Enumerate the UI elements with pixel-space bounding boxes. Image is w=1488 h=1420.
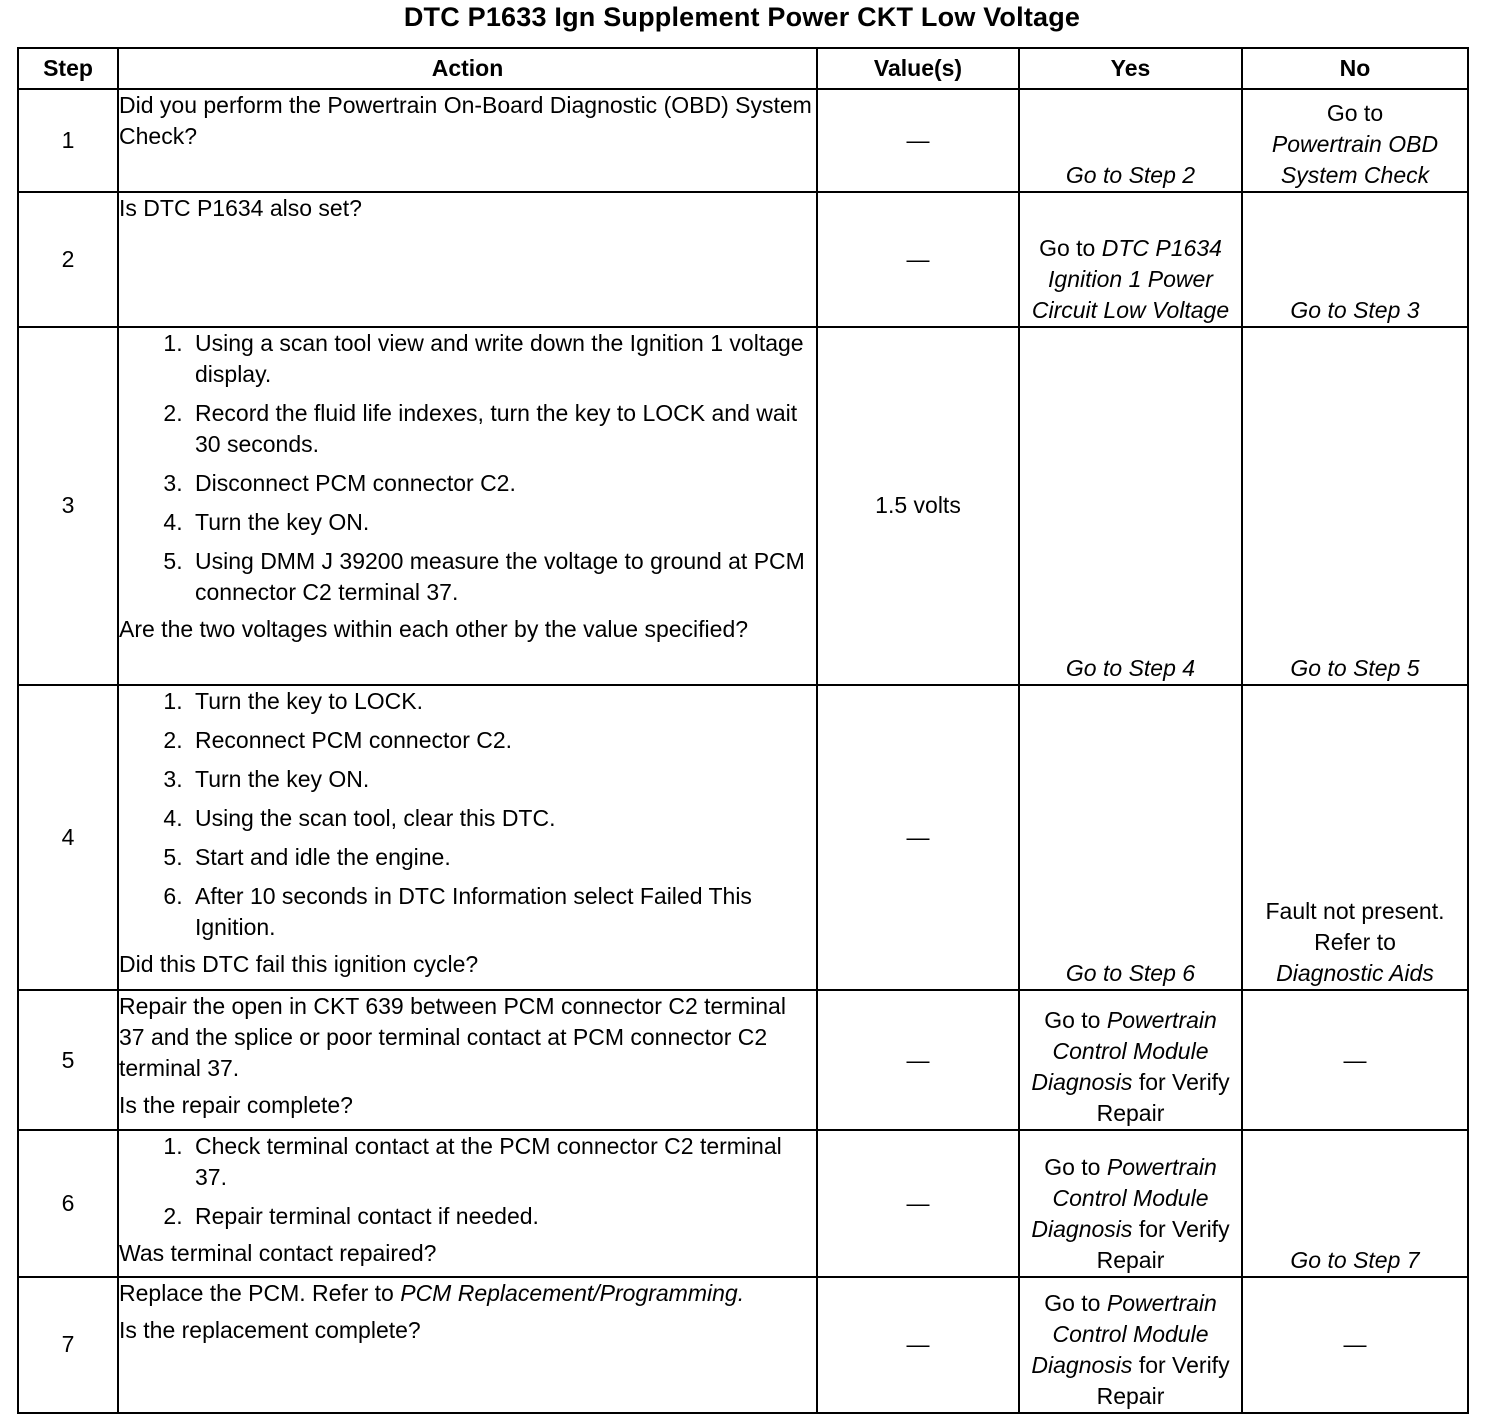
list-item: 2. Repair terminal contact if needed. bbox=[189, 1201, 816, 1232]
header-step: Step bbox=[18, 48, 118, 89]
no-prefix: Go to bbox=[1326, 100, 1384, 127]
no-link[interactable]: Go to Step 7 bbox=[1290, 1246, 1420, 1273]
yes-link[interactable]: Go to Step 4 bbox=[1065, 655, 1196, 682]
no-link[interactable]: Go to Step 3 bbox=[1290, 296, 1420, 323]
value-cell: — bbox=[817, 192, 1019, 326]
value-cell: — bbox=[817, 1130, 1019, 1276]
no-link[interactable]: Powertrain OBD System Check bbox=[1271, 131, 1439, 189]
action-cell bbox=[118, 1130, 817, 1276]
yes-link[interactable]: Go to Step 6 bbox=[1065, 960, 1196, 987]
step-number: 1 bbox=[18, 89, 118, 192]
yes-link[interactable]: Powertrain Control Module Diagnosis bbox=[1031, 1290, 1217, 1378]
value-cell: 1.5 volts bbox=[817, 327, 1019, 686]
action-cell bbox=[118, 192, 817, 326]
list-item: 3. Disconnect PCM connector C2. bbox=[189, 468, 816, 499]
table-row bbox=[18, 327, 1468, 686]
action-cell bbox=[118, 327, 817, 686]
table-row bbox=[18, 89, 1468, 192]
action-steps-list bbox=[119, 686, 816, 943]
action-cell bbox=[118, 685, 817, 990]
action-cell bbox=[118, 89, 817, 192]
table-row bbox=[18, 1130, 1468, 1276]
yes-cell bbox=[1019, 685, 1242, 990]
no-cell: — bbox=[1242, 990, 1468, 1130]
yes-cell bbox=[1019, 990, 1242, 1130]
page-title: DTC P1633 Ign Supplement Power CKT Low Voltage bbox=[403, 2, 1081, 32]
list-item: 1. Check terminal contact at the PCM connector C2 terminal 37. bbox=[189, 1131, 816, 1193]
no-link[interactable]: Go to Step 5 bbox=[1290, 655, 1420, 682]
step-number: 5 bbox=[18, 990, 118, 1130]
yes-prefix: Go to bbox=[1044, 1007, 1101, 1034]
step-number: 2 bbox=[18, 192, 118, 326]
action-question: Is the replacement complete? bbox=[119, 1316, 421, 1343]
list-item: 1. Using a scan tool view and write down the Ignition 1 voltage display. bbox=[189, 328, 816, 390]
yes-cell bbox=[1019, 89, 1242, 192]
action-text: Replace the PCM. Refer to bbox=[119, 1279, 394, 1306]
action-question: Is the repair complete? bbox=[119, 1092, 353, 1119]
yes-link[interactable]: Go to Step 2 bbox=[1065, 162, 1196, 189]
value-cell: — bbox=[817, 1277, 1019, 1413]
yes-prefix: Go to bbox=[1039, 234, 1096, 261]
header-yes: Yes bbox=[1019, 48, 1242, 89]
yes-cell bbox=[1019, 1130, 1242, 1276]
yes-link[interactable]: DTC P1634 Ignition 1 Power Circuit Low Voltage bbox=[1031, 234, 1230, 323]
no-cell bbox=[1242, 327, 1468, 686]
yes-cell bbox=[1019, 192, 1242, 326]
header-values: Value(s) bbox=[817, 48, 1019, 89]
action-question: Are the two voltages within each other by the value specified? bbox=[119, 615, 749, 642]
no-cell bbox=[1242, 192, 1468, 326]
yes-suffix: for Verify Repair bbox=[1096, 1069, 1230, 1127]
value-cell: — bbox=[817, 990, 1019, 1130]
step-number: 6 bbox=[18, 1130, 118, 1276]
no-cell bbox=[1242, 89, 1468, 192]
step-number: 4 bbox=[18, 685, 118, 990]
yes-link[interactable]: Powertrain Control Module Diagnosis bbox=[1031, 1153, 1217, 1242]
list-item: 2. Reconnect PCM connector C2. bbox=[189, 725, 816, 756]
list-item: 4. Using the scan tool, clear this DTC. bbox=[189, 803, 816, 834]
header-action: Action bbox=[118, 48, 817, 89]
list-item: 5. Using DMM J 39200 measure the voltage to ground at PCM connector C2 terminal 37. bbox=[189, 546, 816, 608]
yes-suffix: for Verify Repair bbox=[1096, 1215, 1230, 1273]
table-header-row bbox=[18, 48, 1468, 89]
table-row bbox=[18, 685, 1468, 990]
value-cell: — bbox=[817, 685, 1019, 990]
action-question: Did this DTC fail this ignition cycle? bbox=[119, 951, 479, 978]
yes-prefix: Go to bbox=[1044, 1153, 1101, 1180]
yes-link[interactable]: Powertrain Control Module Diagnosis bbox=[1031, 1007, 1217, 1096]
action-steps-list bbox=[119, 328, 816, 608]
no-cell bbox=[1242, 685, 1468, 990]
list-item: 2. Record the fluid life indexes, turn the key to LOCK and wait 30 seconds. bbox=[189, 398, 816, 460]
no-link[interactable]: Diagnostic Aids bbox=[1276, 960, 1434, 987]
action-text: Is DTC P1634 also set? bbox=[119, 195, 362, 222]
action-text: Repair the open in CKT 639 between PCM connector C2 terminal 37 and the splice or poor terminal contact at PCM connector C2 terminal 37. bbox=[119, 993, 786, 1082]
list-item: 1. Turn the key to LOCK. bbox=[189, 686, 816, 717]
list-item: 5. Start and idle the engine. bbox=[189, 842, 816, 873]
yes-cell bbox=[1019, 1277, 1242, 1413]
header-no: No bbox=[1242, 48, 1468, 89]
step-number: 7 bbox=[18, 1277, 118, 1413]
list-item: 6. After 10 seconds in DTC Information select Failed This Ignition. bbox=[189, 881, 816, 943]
action-question: Was terminal contact repaired? bbox=[119, 1240, 437, 1267]
step-number: 3 bbox=[18, 327, 118, 686]
list-item: 4. Turn the key ON. bbox=[189, 507, 816, 538]
table-row bbox=[18, 192, 1468, 326]
yes-cell bbox=[1019, 327, 1242, 686]
no-cell: — bbox=[1242, 1277, 1468, 1413]
no-prefix: Fault not present. Refer to bbox=[1265, 898, 1445, 956]
list-item: 3. Turn the key ON. bbox=[189, 764, 816, 795]
action-text: Did you perform the Powertrain On-Board Diagnostic (OBD) System Check? bbox=[119, 92, 812, 149]
action-steps-list bbox=[119, 1131, 816, 1232]
yes-prefix: Go to bbox=[1044, 1290, 1101, 1316]
diagnostic-table bbox=[17, 47, 1469, 1414]
no-cell bbox=[1242, 1130, 1468, 1276]
action-link[interactable]: PCM Replacement/Programming. bbox=[400, 1279, 745, 1306]
value-cell: — bbox=[817, 89, 1019, 192]
table-row bbox=[18, 990, 1468, 1130]
yes-suffix: for Verify Repair bbox=[1096, 1352, 1230, 1409]
action-cell bbox=[118, 990, 817, 1130]
action-cell bbox=[118, 1277, 817, 1413]
table-row bbox=[18, 1277, 1468, 1413]
